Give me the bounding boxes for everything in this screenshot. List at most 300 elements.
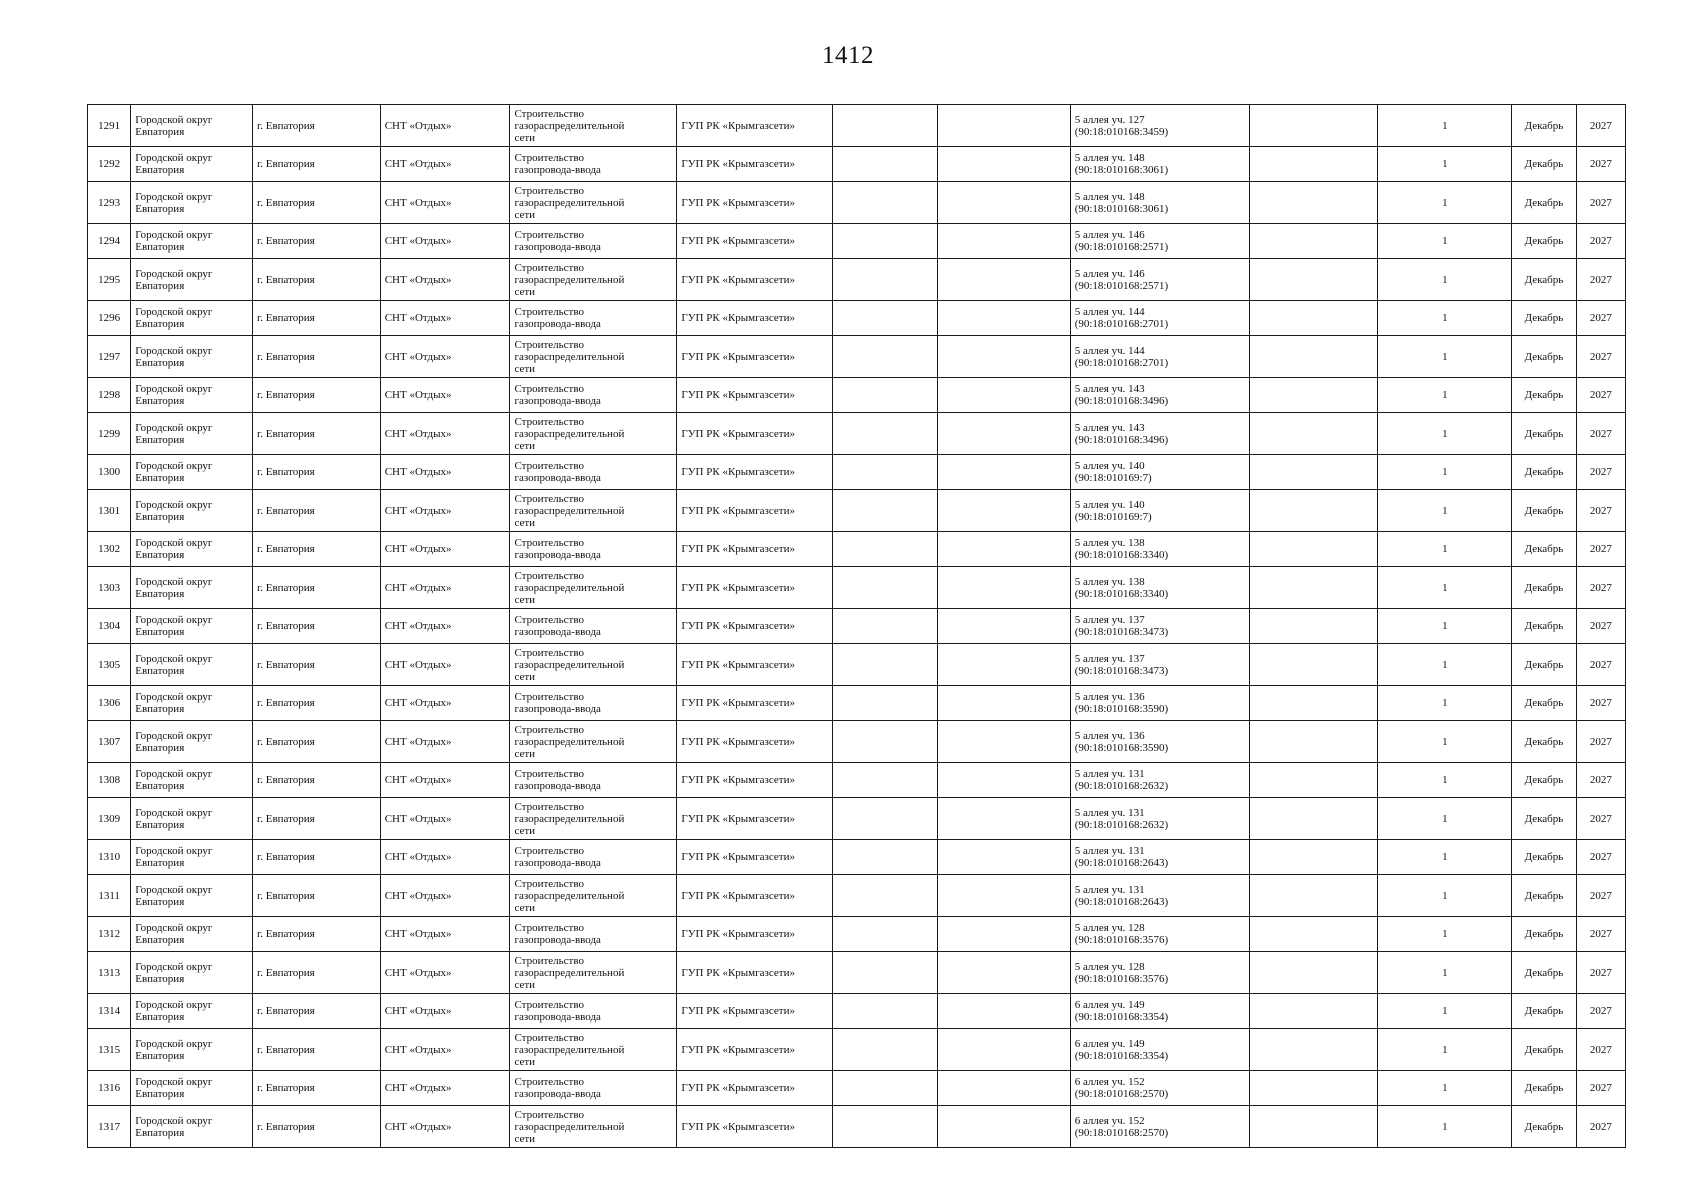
city-cell: г. Евпатория (252, 798, 380, 840)
empty-cell-c (1249, 763, 1378, 798)
work-description-cell-line: газораспределительной (514, 1043, 625, 1056)
work-description-cell-line: Строительство (514, 460, 584, 472)
work-description-cell (510, 532, 677, 567)
work-description-cell-line: Строительство (514, 845, 584, 857)
month-cell: Декабрь (1512, 952, 1576, 994)
empty-cell-a (833, 413, 938, 455)
district-cell (131, 259, 253, 301)
month-cell: Декабрь (1512, 224, 1576, 259)
address-cell-line: (90:18:010168:3340) (1074, 587, 1169, 600)
quantity-cell: 1 (1378, 413, 1512, 455)
empty-cell-b (937, 532, 1070, 567)
district-cell (131, 378, 253, 413)
quantity-cell: 1 (1378, 455, 1512, 490)
year-cell: 2027 (1576, 378, 1625, 413)
district-cell-line: Городской округ (135, 1037, 213, 1050)
address-cell (1070, 644, 1249, 686)
address-cell-line: 5 аллея уч. 143 (1074, 383, 1145, 395)
work-description-cell-line: Строительство (514, 954, 584, 967)
work-description-cell-line: сети (514, 747, 536, 760)
empty-cell-b (937, 336, 1070, 378)
organization-cell: ГУП РК «Крымгазсети» (677, 763, 833, 798)
city-cell: г. Евпатория (252, 917, 380, 952)
organization-cell: ГУП РК «Крымгазсети» (677, 567, 833, 609)
empty-cell-c (1249, 917, 1378, 952)
snt-cell: СНТ «Отдых» (380, 413, 510, 455)
work-description-cell-line: Строительство (514, 152, 584, 164)
organization-cell: ГУП РК «Крымгазсети» (677, 609, 833, 644)
empty-cell-a (833, 105, 938, 147)
snt-cell: СНТ «Отдых» (380, 532, 510, 567)
address-cell-line: 5 аллея уч. 131 (1074, 768, 1145, 780)
row-number-cell: 1301 (88, 490, 131, 532)
address-cell (1070, 952, 1249, 994)
address-cell-line: 5 аллея уч. 131 (1074, 883, 1145, 896)
district-cell-line: Евпатория (135, 472, 185, 484)
district-cell-line: Евпатория (135, 1126, 185, 1139)
empty-cell-c (1249, 609, 1378, 644)
district-cell-line: Городской округ (135, 922, 213, 934)
work-description-cell (510, 378, 677, 413)
district-cell-line: Евпатория (135, 395, 185, 407)
work-description-cell (510, 567, 677, 609)
district-cell (131, 1106, 253, 1148)
empty-cell-a (833, 182, 938, 224)
empty-cell-a (833, 336, 938, 378)
quantity-cell: 1 (1378, 1029, 1512, 1071)
work-description-cell-line: Строительство (514, 922, 584, 934)
district-cell-line: Городской округ (135, 652, 213, 665)
district-cell-line: Городской округ (135, 960, 213, 973)
district-cell-line: Евпатория (135, 972, 185, 985)
quantity-cell: 1 (1378, 532, 1512, 567)
empty-cell-c (1249, 840, 1378, 875)
quantity-cell: 1 (1378, 840, 1512, 875)
work-description-cell-line: газораспределительной (514, 735, 625, 748)
district-cell-line: Городской округ (135, 768, 213, 780)
work-description-cell (510, 1029, 677, 1071)
row-number-cell: 1297 (88, 336, 131, 378)
district-cell-line: Евпатория (135, 1011, 185, 1023)
district-cell-line: Евпатория (135, 356, 185, 369)
empty-cell-a (833, 686, 938, 721)
organization-cell: ГУП РК «Крымгазсети» (677, 378, 833, 413)
month-cell: Декабрь (1512, 413, 1576, 455)
year-cell: 2027 (1576, 1029, 1625, 1071)
table-row (88, 644, 1626, 686)
empty-cell-b (937, 763, 1070, 798)
address-cell (1070, 378, 1249, 413)
work-description-cell-line: сети (514, 362, 536, 375)
work-description-cell (510, 1106, 677, 1148)
empty-cell-b (937, 259, 1070, 301)
empty-cell-b (937, 1106, 1070, 1148)
district-cell-line: Евпатория (135, 164, 185, 176)
row-number-cell: 1303 (88, 567, 131, 609)
organization-cell: ГУП РК «Крымгазсети» (677, 105, 833, 147)
work-description-cell-line: газопровода-ввода (514, 780, 601, 792)
work-description-cell (510, 875, 677, 917)
snt-cell: СНТ «Отдых» (380, 567, 510, 609)
work-description-cell (510, 490, 677, 532)
district-cell-line: Городской округ (135, 614, 213, 626)
district-cell (131, 455, 253, 490)
empty-cell-c (1249, 567, 1378, 609)
year-cell: 2027 (1576, 259, 1625, 301)
city-cell: г. Евпатория (252, 1106, 380, 1148)
address-cell-line: 5 аллея уч. 148 (1074, 190, 1145, 203)
quantity-cell: 1 (1378, 994, 1512, 1029)
empty-cell-b (937, 644, 1070, 686)
work-description-cell-line: Строительство (514, 1108, 584, 1121)
district-cell-line: Городской округ (135, 1114, 213, 1127)
organization-cell: ГУП РК «Крымгазсети» (677, 301, 833, 336)
month-cell: Декабрь (1512, 798, 1576, 840)
district-cell (131, 567, 253, 609)
quantity-cell: 1 (1378, 259, 1512, 301)
year-cell: 2027 (1576, 182, 1625, 224)
work-description-cell (510, 721, 677, 763)
empty-cell-a (833, 1106, 938, 1148)
address-cell (1070, 259, 1249, 301)
city-cell: г. Евпатория (252, 840, 380, 875)
empty-cell-b (937, 105, 1070, 147)
month-cell: Декабрь (1512, 1071, 1576, 1106)
district-cell-line: Городской округ (135, 1076, 213, 1088)
year-cell: 2027 (1576, 798, 1625, 840)
work-description-cell (510, 917, 677, 952)
empty-cell-c (1249, 644, 1378, 686)
district-cell-line: Городской округ (135, 498, 213, 511)
district-cell-line: Евпатория (135, 510, 185, 523)
city-cell: г. Евпатория (252, 301, 380, 336)
empty-cell-a (833, 147, 938, 182)
snt-cell: СНТ «Отдых» (380, 840, 510, 875)
organization-cell: ГУП РК «Крымгазсети» (677, 917, 833, 952)
organization-cell: ГУП РК «Крымгазсети» (677, 721, 833, 763)
year-cell: 2027 (1576, 490, 1625, 532)
organization-cell: ГУП РК «Крымгазсети» (677, 798, 833, 840)
address-cell-line: (90:18:010168:3061) (1074, 164, 1169, 176)
row-number-cell: 1316 (88, 1071, 131, 1106)
table-row (88, 763, 1626, 798)
address-cell (1070, 1071, 1249, 1106)
work-description-cell-line: Строительство (514, 569, 584, 582)
quantity-cell: 1 (1378, 609, 1512, 644)
address-cell (1070, 763, 1249, 798)
district-cell-line: Евпатория (135, 741, 185, 754)
row-number-cell: 1295 (88, 259, 131, 301)
empty-cell-c (1249, 721, 1378, 763)
work-description-cell-line: газораспределительной (514, 966, 625, 979)
year-cell: 2027 (1576, 644, 1625, 686)
work-description-cell-line: сети (514, 1132, 536, 1145)
organization-cell: ГУП РК «Крымгазсети» (677, 952, 833, 994)
district-cell (131, 147, 253, 182)
address-cell-line: (90:18:010168:3459) (1074, 125, 1169, 138)
snt-cell: СНТ «Отдых» (380, 721, 510, 763)
work-description-cell-line: сети (514, 593, 536, 606)
empty-cell-a (833, 994, 938, 1029)
quantity-cell: 1 (1378, 182, 1512, 224)
work-description-cell-line: газопровода-ввода (514, 1088, 601, 1100)
empty-cell-b (937, 1029, 1070, 1071)
address-cell (1070, 1029, 1249, 1071)
empty-cell-c (1249, 532, 1378, 567)
address-cell-line: (90:18:010168:3590) (1074, 741, 1169, 754)
address-cell (1070, 917, 1249, 952)
district-cell (131, 1071, 253, 1106)
empty-cell-b (937, 798, 1070, 840)
row-number-cell: 1315 (88, 1029, 131, 1071)
district-cell-line: Городской округ (135, 229, 213, 241)
work-description-cell-line: Строительство (514, 691, 584, 703)
empty-cell-b (937, 994, 1070, 1029)
year-cell: 2027 (1576, 952, 1625, 994)
quantity-cell: 1 (1378, 490, 1512, 532)
month-cell: Декабрь (1512, 686, 1576, 721)
address-cell-line: (90:18:010168:2643) (1074, 895, 1169, 908)
district-cell-line: Городской округ (135, 460, 213, 472)
work-description-cell-line: газораспределительной (514, 1120, 625, 1133)
year-cell: 2027 (1576, 567, 1625, 609)
address-cell (1070, 413, 1249, 455)
quantity-cell: 1 (1378, 1071, 1512, 1106)
snt-cell: СНТ «Отдых» (380, 182, 510, 224)
snt-cell: СНТ «Отдых» (380, 301, 510, 336)
address-cell-line: 5 аллея уч. 127 (1074, 113, 1145, 126)
row-number-cell: 1309 (88, 798, 131, 840)
snt-cell: СНТ «Отдых» (380, 336, 510, 378)
work-description-cell-line: газораспределительной (514, 812, 625, 825)
organization-cell: ГУП РК «Крымгазсети» (677, 1106, 833, 1148)
work-description-cell-line: сети (514, 439, 536, 452)
table-row (88, 1029, 1626, 1071)
city-cell: г. Евпатория (252, 763, 380, 798)
empty-cell-c (1249, 455, 1378, 490)
district-cell (131, 413, 253, 455)
year-cell: 2027 (1576, 224, 1625, 259)
city-cell: г. Евпатория (252, 1029, 380, 1071)
work-description-cell-line: газораспределительной (514, 504, 625, 517)
row-number-cell: 1300 (88, 455, 131, 490)
district-cell-line: Городской округ (135, 113, 213, 126)
snt-cell: СНТ «Отдых» (380, 224, 510, 259)
work-description-cell (510, 1071, 677, 1106)
empty-cell-b (937, 721, 1070, 763)
address-cell-line: 5 аллея уч. 146 (1074, 229, 1145, 241)
city-cell: г. Евпатория (252, 1071, 380, 1106)
address-cell (1070, 840, 1249, 875)
work-description-cell-line: газопровода-ввода (514, 549, 601, 561)
empty-cell-a (833, 644, 938, 686)
empty-cell-a (833, 259, 938, 301)
district-cell (131, 490, 253, 532)
work-description-cell-line: газораспределительной (514, 273, 625, 286)
empty-cell-a (833, 490, 938, 532)
work-description-cell-line: Строительство (514, 800, 584, 813)
month-cell: Декабрь (1512, 644, 1576, 686)
address-cell (1070, 721, 1249, 763)
row-number-cell: 1298 (88, 378, 131, 413)
quantity-cell: 1 (1378, 567, 1512, 609)
snt-cell: СНТ «Отдых» (380, 644, 510, 686)
row-number-cell: 1314 (88, 994, 131, 1029)
month-cell: Декабрь (1512, 182, 1576, 224)
district-cell-line: Евпатория (135, 857, 185, 869)
row-number-cell: 1299 (88, 413, 131, 455)
work-description-cell-line: сети (514, 516, 536, 529)
city-cell: г. Евпатория (252, 952, 380, 994)
table-row (88, 455, 1626, 490)
organization-cell: ГУП РК «Крымгазсети» (677, 455, 833, 490)
address-cell-line: 5 аллея уч. 143 (1074, 421, 1145, 434)
organization-cell: ГУП РК «Крымгазсети» (677, 686, 833, 721)
work-description-cell-line: газопровода-ввода (514, 703, 601, 715)
work-description-cell (510, 301, 677, 336)
address-cell (1070, 875, 1249, 917)
work-description-cell (510, 413, 677, 455)
work-description-cell-line: газопровода-ввода (514, 1011, 601, 1023)
city-cell: г. Евпатория (252, 378, 380, 413)
district-cell-line: Городской округ (135, 152, 213, 164)
work-description-cell-line: газораспределительной (514, 350, 625, 363)
city-cell: г. Евпатория (252, 105, 380, 147)
snt-cell: СНТ «Отдых» (380, 1071, 510, 1106)
table-row (88, 1106, 1626, 1148)
work-description-cell-line: Строительство (514, 492, 584, 505)
address-cell (1070, 301, 1249, 336)
table-row (88, 798, 1626, 840)
row-number-cell: 1312 (88, 917, 131, 952)
city-cell: г. Евпатория (252, 336, 380, 378)
empty-cell-c (1249, 378, 1378, 413)
address-cell-line: (90:18:010168:3590) (1074, 703, 1169, 715)
organization-cell: ГУП РК «Крымгазсети» (677, 644, 833, 686)
organization-cell: ГУП РК «Крымгазсети» (677, 875, 833, 917)
work-description-cell (510, 798, 677, 840)
work-description-cell-line: Строительство (514, 383, 584, 395)
address-cell-line: 6 аллея уч. 152 (1074, 1114, 1145, 1127)
district-cell-line: Городской округ (135, 691, 213, 703)
work-description-cell (510, 455, 677, 490)
register-body (88, 105, 1626, 1148)
address-cell-line: (90:18:010168:2701) (1074, 356, 1169, 369)
district-cell-line: Евпатория (135, 202, 185, 215)
row-number-cell: 1302 (88, 532, 131, 567)
address-cell-line: 5 аллея уч. 136 (1074, 729, 1145, 742)
address-cell-line: (90:18:010168:3576) (1074, 934, 1169, 946)
district-cell-line: Евпатория (135, 626, 185, 638)
district-cell-line: Евпатория (135, 1088, 185, 1100)
work-description-cell-line: Строительство (514, 614, 584, 626)
month-cell: Декабрь (1512, 378, 1576, 413)
empty-cell-a (833, 609, 938, 644)
empty-cell-b (937, 917, 1070, 952)
address-cell-line: (90:18:010168:2701) (1074, 318, 1169, 330)
work-description-cell (510, 840, 677, 875)
address-cell (1070, 994, 1249, 1029)
work-description-cell (510, 259, 677, 301)
work-description-cell-line: сети (514, 208, 536, 221)
organization-cell: ГУП РК «Крымгазсети» (677, 840, 833, 875)
row-number-cell: 1305 (88, 644, 131, 686)
city-cell: г. Евпатория (252, 721, 380, 763)
empty-cell-a (833, 532, 938, 567)
district-cell (131, 1029, 253, 1071)
city-cell: г. Евпатория (252, 490, 380, 532)
work-description-cell-line: Строительство (514, 768, 584, 780)
table-row (88, 875, 1626, 917)
address-cell-line: 5 аллея уч. 138 (1074, 537, 1145, 549)
table-row (88, 147, 1626, 182)
quantity-cell: 1 (1378, 686, 1512, 721)
table-row (88, 336, 1626, 378)
address-cell (1070, 567, 1249, 609)
work-description-cell-line: газопровода-ввода (514, 164, 601, 176)
district-cell-line: Городской округ (135, 999, 213, 1011)
district-cell (131, 105, 253, 147)
month-cell: Декабрь (1512, 1106, 1576, 1148)
address-cell-line: 5 аллея уч. 128 (1074, 922, 1145, 934)
month-cell: Декабрь (1512, 1029, 1576, 1071)
work-description-cell-line: Строительство (514, 306, 584, 318)
empty-cell-b (937, 147, 1070, 182)
snt-cell: СНТ «Отдых» (380, 1106, 510, 1148)
work-description-cell-line: газораспределительной (514, 658, 625, 671)
empty-cell-a (833, 567, 938, 609)
address-cell (1070, 336, 1249, 378)
city-cell: г. Евпатория (252, 259, 380, 301)
quantity-cell: 1 (1378, 336, 1512, 378)
row-number-cell: 1296 (88, 301, 131, 336)
work-description-cell (510, 994, 677, 1029)
snt-cell: СНТ «Отдых» (380, 1029, 510, 1071)
quantity-cell: 1 (1378, 301, 1512, 336)
empty-cell-b (937, 455, 1070, 490)
address-cell-line: (90:18:010168:2632) (1074, 818, 1169, 831)
organization-cell: ГУП РК «Крымгазсети» (677, 532, 833, 567)
district-cell (131, 917, 253, 952)
district-cell (131, 301, 253, 336)
snt-cell: СНТ «Отдых» (380, 875, 510, 917)
empty-cell-a (833, 721, 938, 763)
address-cell (1070, 532, 1249, 567)
district-cell (131, 798, 253, 840)
district-cell-line: Евпатория (135, 433, 185, 446)
address-cell-line: 5 аллея уч. 140 (1074, 460, 1145, 472)
empty-cell-a (833, 917, 938, 952)
organization-cell: ГУП РК «Крымгазсети» (677, 147, 833, 182)
work-description-cell-line: Строительство (514, 537, 584, 549)
address-cell (1070, 105, 1249, 147)
year-cell: 2027 (1576, 609, 1625, 644)
work-description-cell-line: газопровода-ввода (514, 934, 601, 946)
work-description-cell-line: газопровода-ввода (514, 472, 601, 484)
row-number-cell: 1293 (88, 182, 131, 224)
row-number-cell: 1304 (88, 609, 131, 644)
work-description-cell-line: Строительство (514, 1031, 584, 1044)
district-cell-line: Евпатория (135, 703, 185, 715)
work-description-cell-line: Строительство (514, 877, 584, 890)
city-cell: г. Евпатория (252, 567, 380, 609)
quantity-cell: 1 (1378, 875, 1512, 917)
district-cell (131, 532, 253, 567)
district-cell (131, 763, 253, 798)
address-cell (1070, 224, 1249, 259)
snt-cell: СНТ «Отдых» (380, 378, 510, 413)
snt-cell: СНТ «Отдых» (380, 917, 510, 952)
